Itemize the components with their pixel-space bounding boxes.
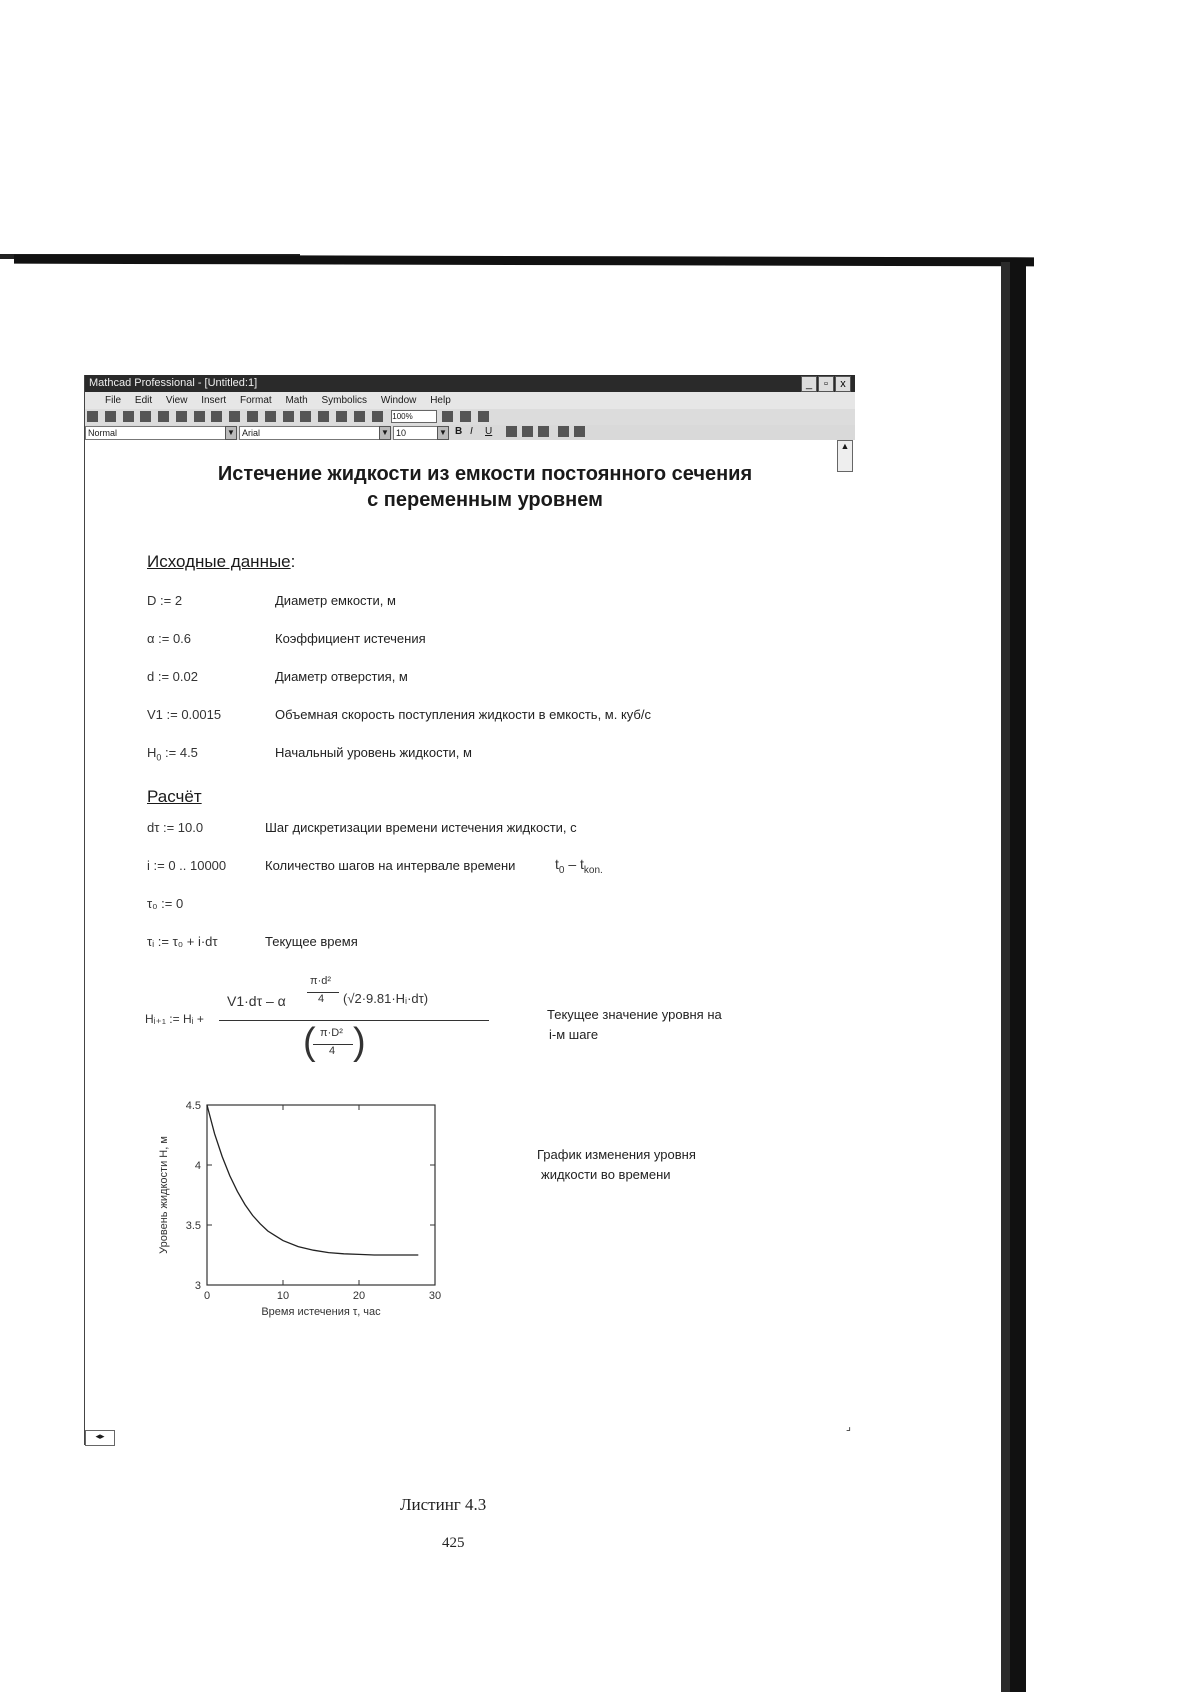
- doc-title-line2: с переменным уровнем: [367, 489, 603, 511]
- help-icon[interactable]: [478, 411, 489, 422]
- input-d-desc: Диаметр отверстия, м: [275, 669, 408, 684]
- restore-button[interactable]: ▫: [818, 376, 834, 392]
- formula-paren-left: (: [303, 1021, 316, 1063]
- y-axis-label: Уровень жидкости H, м: [158, 1136, 170, 1254]
- print-icon[interactable]: [140, 411, 151, 422]
- calc-dtau-desc: Шаг дискретизации времени истечения жидкости, с: [265, 820, 577, 835]
- formula-num-frac-bot: 4: [318, 993, 325, 1005]
- resource-center-icon[interactable]: [460, 411, 471, 422]
- level-chart[interactable]: [145, 1080, 485, 1320]
- numbering-icon[interactable]: [574, 426, 585, 437]
- size-dropdown-icon[interactable]: ▼: [437, 426, 449, 440]
- scan-edge-right: [1010, 262, 1026, 1692]
- italic-icon[interactable]: I: [470, 426, 473, 437]
- x-tick-label: 20: [352, 1290, 366, 1302]
- scroll-up-button[interactable]: ▲: [837, 440, 853, 472]
- font-select[interactable]: Arial: [239, 426, 381, 440]
- menu-file[interactable]: File: [105, 395, 122, 406]
- scan-edge-top: [14, 255, 1034, 267]
- redo-icon[interactable]: [265, 411, 276, 422]
- font-size-select[interactable]: 10: [393, 426, 439, 440]
- align-right-icon[interactable]: [538, 426, 549, 437]
- input-d-expr[interactable]: d := 0.02: [147, 669, 198, 684]
- section-input-heading: Исходные данные:: [147, 552, 296, 571]
- insert-function-icon[interactable]: [300, 411, 311, 422]
- x-tick-label: 0: [203, 1290, 211, 1302]
- close-button[interactable]: x: [835, 376, 851, 392]
- calc-tau0-expr[interactable]: τ₀ := 0: [147, 896, 184, 911]
- standard-toolbar: [85, 409, 855, 425]
- align-left-icon[interactable]: [506, 426, 517, 437]
- insert-unit-icon[interactable]: [318, 411, 329, 422]
- open-icon[interactable]: [105, 411, 116, 422]
- scroll-corner-icon: ⌟: [845, 1421, 851, 1433]
- align-center-icon[interactable]: [522, 426, 533, 437]
- calc-taui-expr[interactable]: τᵢ := τ₀ + i·dτ: [147, 934, 218, 949]
- chart-desc-line1: График изменения уровня: [537, 1147, 696, 1162]
- input-V1-expr[interactable]: V1 := 0.0015: [147, 707, 222, 722]
- zoom-select[interactable]: 100%: [391, 410, 437, 423]
- formula-desc-line2: i-м шаге: [549, 1027, 599, 1042]
- formula-lhs: Hᵢ₊₁ := Hᵢ +: [145, 1012, 204, 1026]
- chart-desc-line2: жидкости во времени: [541, 1167, 671, 1182]
- undo-icon[interactable]: [247, 411, 258, 422]
- y-tick-label: 4: [194, 1160, 201, 1172]
- input-alpha-expr[interactable]: α := 0.6: [147, 631, 192, 646]
- input-H0-expr[interactable]: $H_0$ := 4.5: [147, 745, 198, 763]
- calc-interval-expr: $t_0 - t_{kon.}$: [555, 856, 603, 876]
- calc-i-desc: Количество шагов на интервале времени: [265, 858, 516, 873]
- underline-icon[interactable]: U: [485, 426, 493, 437]
- resource-icon[interactable]: [372, 411, 383, 422]
- menu-window[interactable]: Window: [380, 395, 417, 406]
- page-number: 425: [442, 1535, 465, 1551]
- copy-icon[interactable]: [211, 411, 222, 422]
- worksheet[interactable]: [85, 440, 855, 1445]
- paste-icon[interactable]: [229, 411, 240, 422]
- spell-icon[interactable]: [176, 411, 187, 422]
- bullets-icon[interactable]: [558, 426, 569, 437]
- minimize-button[interactable]: _: [801, 376, 817, 392]
- recurrence-formula[interactable]: [145, 975, 445, 1065]
- x-axis-label: Время истечения τ, час: [261, 1306, 381, 1318]
- doc-title-line1: Истечение жидкости из емкости постоянного сечения: [217, 463, 753, 485]
- new-icon[interactable]: [87, 411, 98, 422]
- menu-symbolics[interactable]: Symbolics: [321, 395, 368, 406]
- font-dropdown-icon[interactable]: ▼: [379, 426, 391, 440]
- formula-den-top: π·D²: [320, 1027, 343, 1039]
- listing-caption: Листинг 4.3: [400, 1495, 487, 1514]
- menu-format[interactable]: Format: [240, 395, 272, 406]
- scroll-left-button[interactable]: ◂▸: [85, 1430, 115, 1446]
- calc-i-expr[interactable]: i := 0 .. 10000: [147, 858, 227, 873]
- menu-view[interactable]: View: [165, 395, 188, 406]
- calculate-icon[interactable]: [336, 411, 347, 422]
- component-icon[interactable]: [354, 411, 365, 422]
- style-select[interactable]: Normal: [85, 426, 227, 440]
- menu-math[interactable]: Math: [285, 395, 308, 406]
- align-icon[interactable]: [283, 411, 294, 422]
- y-tick-label: 3: [194, 1280, 201, 1292]
- input-H0-desc: Начальный уровень жидкости, м: [275, 745, 472, 760]
- formula-den-bot: 4: [329, 1045, 336, 1057]
- menu-help[interactable]: Help: [430, 395, 451, 406]
- series-line: [207, 1105, 418, 1255]
- preview-icon[interactable]: [158, 411, 169, 422]
- plot-frame: [207, 1105, 435, 1285]
- menu-bar: [85, 392, 855, 409]
- title-bar: [85, 375, 855, 392]
- bold-icon[interactable]: B: [455, 426, 463, 437]
- menu-insert[interactable]: Insert: [201, 395, 227, 406]
- save-icon[interactable]: [123, 411, 134, 422]
- section-calc-heading: Расчёт: [147, 787, 202, 806]
- formula-num-a: V1·dτ – α: [227, 993, 286, 1009]
- input-D-expr[interactable]: D := 2: [147, 593, 183, 608]
- style-dropdown-icon[interactable]: ▼: [225, 426, 237, 440]
- calc-dtau-expr[interactable]: dτ := 10.0: [147, 820, 204, 835]
- formula-desc-line1: Текущее значение уровня на: [547, 1007, 722, 1022]
- window-title: Mathcad Professional - [Untitled:1]: [89, 377, 258, 389]
- input-alpha-desc: Коэффициент истечения: [275, 631, 426, 646]
- formatting-toolbar: [85, 425, 855, 440]
- x-tick-label: 10: [276, 1290, 290, 1302]
- y-tick-label: 3.5: [185, 1220, 201, 1232]
- x-tick-label: 30: [428, 1290, 442, 1302]
- menu-edit[interactable]: Edit: [134, 395, 153, 406]
- input-V1-desc: Объемная скорость поступления жидкости в емкость, м. куб/с: [275, 707, 651, 722]
- formula-paren-right: ): [353, 1021, 366, 1063]
- calc-taui-desc: Текущее время: [265, 934, 358, 949]
- y-tick-label: 4.5: [185, 1100, 201, 1112]
- formula-num-sqrt: (√2·9.81·Hᵢ·dτ): [343, 991, 429, 1006]
- input-D-desc: Диаметр емкости, м: [275, 593, 396, 608]
- cut-icon[interactable]: [194, 411, 205, 422]
- zoom-dropdown-icon[interactable]: [442, 411, 453, 422]
- formula-num-frac-top: π·d²: [310, 975, 332, 987]
- mathcad-window: [84, 375, 855, 1445]
